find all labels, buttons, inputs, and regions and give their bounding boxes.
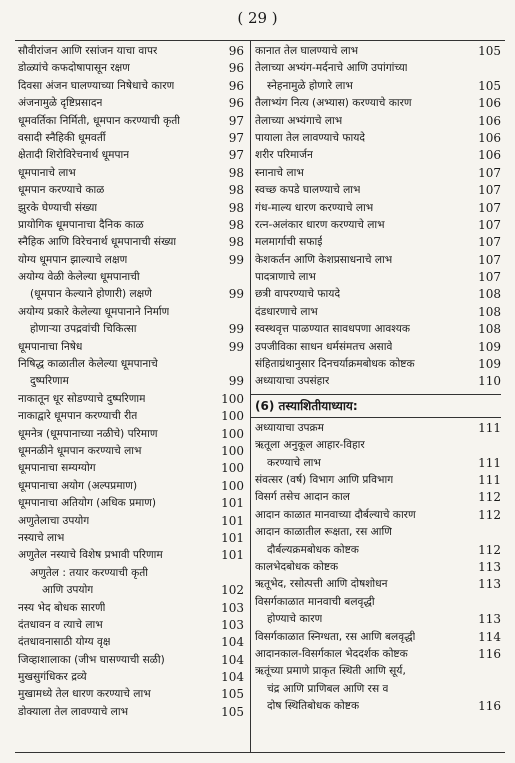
- index-entry: [18, 530, 244, 547]
- index-entry: [18, 269, 244, 286]
- index-entry: [18, 582, 244, 599]
- entry-title: उपजीविका साधन धर्मसंमतच असावे: [255, 340, 393, 353]
- entry-page-number: 107: [478, 252, 501, 267]
- entry-page-number: 109: [478, 339, 501, 354]
- entry-title: अध्यायाचा उपसंहार: [255, 375, 330, 388]
- entry-title: पादत्राणाचे लाभ: [255, 271, 316, 284]
- entry-title: आणि उपयोग: [42, 584, 94, 597]
- entry-title: अध्यायाचा उपक्रम: [255, 421, 324, 434]
- index-entry: [18, 478, 244, 495]
- index-entry: [255, 542, 501, 559]
- entry-title: धूमवर्तिका निर्मिती, धूमपान करण्याची कृती: [18, 114, 180, 127]
- index-entry: [18, 634, 244, 651]
- entry-page-number: 96: [228, 44, 244, 58]
- index-entry: [18, 234, 244, 251]
- entry-title: पायाला तेल लावण्याचे फायदे: [255, 131, 366, 144]
- entry-page-number: 97: [228, 113, 244, 128]
- entry-title: (धूमपान केल्याने होणारी) लक्षणे: [30, 288, 152, 301]
- index-entry: [255, 234, 501, 251]
- section-entries: [255, 420, 501, 716]
- index-entry: [255, 60, 501, 77]
- index-entry: [255, 95, 501, 112]
- entry-title: गंध-माल्य धारण करण्याचे लाभ: [255, 201, 374, 214]
- index-entry: [255, 698, 501, 715]
- index-entry: [255, 663, 501, 680]
- entry-title: धूमपान करण्याचे काळ: [18, 184, 105, 197]
- index-entry: [18, 547, 244, 564]
- index-entry: [255, 304, 501, 321]
- entry-title: सौवीरांजन आणि रसांजन याचा वापर: [18, 45, 158, 57]
- entry-page-number: 112: [478, 542, 501, 557]
- entry-title: धूमनळीने धूमपान करण्याचे लाभ: [18, 444, 142, 457]
- index-entry: [18, 113, 244, 130]
- entry-title: ऋतूला अनुकूल आहार-विहार: [255, 439, 365, 452]
- entry-page-number: 97: [228, 148, 244, 163]
- entry-page-number: 104: [221, 652, 244, 667]
- index-entry: [18, 200, 244, 217]
- entry-page-number: 101: [221, 530, 244, 545]
- index-entry: [18, 704, 244, 721]
- index-entry: [18, 426, 244, 443]
- index-entry: [18, 669, 244, 686]
- entry-title: आदान काळातील रूक्षता, रस आणि: [255, 526, 392, 539]
- entry-title: नाकाद्वारे धूमपान करण्याची रीत: [18, 410, 138, 423]
- left-column: [18, 43, 244, 721]
- entry-page-number: 109: [478, 357, 501, 372]
- index-entry: [18, 95, 244, 112]
- entry-page-number: 111: [478, 420, 501, 435]
- index-entry: [255, 200, 501, 217]
- index-entry: [255, 339, 501, 356]
- entry-page-number: 106: [478, 96, 501, 111]
- entry-page-number: 100: [221, 391, 244, 406]
- index-entry: [18, 165, 244, 182]
- entry-page-number: 116: [478, 699, 501, 714]
- index-entry: [255, 356, 501, 373]
- entry-title: विसर्गकाळात स्निग्धता, रस आणि बलवृद्धी: [255, 630, 416, 643]
- entry-title: दंडधारणाचे लाभ: [255, 305, 318, 318]
- entry-title: आदानकाल-विसर्गकाल भेददर्शक कोष्टक: [255, 647, 408, 660]
- entry-page-number: 98: [228, 217, 244, 232]
- index-entry: [18, 373, 244, 390]
- index-entry: [255, 113, 501, 130]
- index-entry: [255, 524, 501, 541]
- index-entry: [18, 286, 244, 303]
- entry-page-number: 113: [478, 559, 501, 574]
- entry-page-number: 107: [478, 183, 501, 198]
- index-entry: [18, 408, 244, 425]
- right-column: [255, 43, 501, 715]
- index-entry: [18, 130, 244, 147]
- entry-title: दौर्बल्यक्रमबोधक कोष्टक: [267, 543, 359, 556]
- entry-page-number: 106: [478, 113, 501, 128]
- entry-page-number: 100: [221, 426, 244, 441]
- entry-title: संवत्सर (वर्ष) विभाग आणि प्रविभाग: [255, 473, 394, 486]
- index-entry: [255, 507, 501, 524]
- entry-title: धूमपानाचा अतियोग (अधिक प्रमाण): [18, 497, 157, 510]
- entry-page-number: 113: [478, 612, 501, 627]
- entry-title: वसादी स्नैहिकी धूमवर्ती: [18, 131, 106, 144]
- index-entry: [18, 686, 244, 703]
- index-entry: [18, 60, 244, 77]
- entry-title: करण्याचे लाभ: [267, 456, 321, 469]
- entry-title: योग्य धूमपान झाल्याचे लक्षण: [18, 253, 128, 266]
- entry-title: केशकर्तन आणि केशप्रसाधनाचे लाभ: [255, 253, 393, 266]
- index-entry: [255, 646, 501, 663]
- entry-title: शरीर परिमार्जन: [255, 149, 313, 162]
- entry-page-number: 96: [228, 78, 244, 93]
- entry-title: निषिद्ध काळातील केलेल्या धूमपानाचे: [18, 358, 158, 371]
- index-entry: [255, 437, 501, 454]
- index-entry: [255, 489, 501, 506]
- entry-page-number: 99: [228, 287, 244, 302]
- entry-title: दोष स्थितिबोधक कोष्टक: [267, 700, 360, 713]
- entry-title: छत्री वापरण्याचे फायदे: [255, 288, 341, 301]
- index-entry: [18, 182, 244, 199]
- entry-title: मलमार्गाची सफाई: [255, 236, 323, 249]
- entry-page-number: 111: [478, 455, 501, 470]
- entry-title: डोक्याला तेल लावण्याचे लाभ: [18, 705, 129, 718]
- right-entries: [255, 43, 501, 391]
- entry-title: धूमपानाचा सम्यग्योग: [18, 462, 96, 475]
- index-entry: [18, 304, 244, 321]
- entry-page-number: 99: [228, 322, 244, 337]
- entry-title: स्वस्थवृत्त पाळण्यात सावधपणा आवश्यक: [255, 323, 411, 336]
- entry-page-number: 98: [228, 183, 244, 198]
- entry-title: धूमपानाचा निषेध: [18, 340, 83, 353]
- index-entry: [255, 576, 501, 593]
- entry-title: होण्याचे कारण: [267, 613, 323, 626]
- entry-title: स्नैहिक आणि विरेचनार्थ धूमपानाची संख्या: [18, 236, 177, 249]
- entry-title: विसर्गकाळात मानवाची बलवृद्धी: [255, 595, 375, 608]
- entry-page-number: 108: [478, 304, 501, 319]
- entry-page-number: 107: [478, 235, 501, 250]
- entry-title: स्नानाचे लाभ: [255, 166, 304, 179]
- entry-page-number: 116: [478, 646, 501, 661]
- entry-page-number: 112: [478, 490, 501, 505]
- index-entry: [255, 373, 501, 390]
- index-entry: [18, 147, 244, 164]
- entry-page-number: 100: [221, 443, 244, 458]
- entry-title: आदान काळात मानवाच्या दौर्बल्याचे कारण: [255, 508, 416, 521]
- index-entry: [255, 147, 501, 164]
- entry-title: जिव्हाशालाका (जीभ घासण्याची सळी): [18, 653, 165, 666]
- index-entry: [255, 182, 501, 199]
- entry-title: धूमपानाचा अयोग (अल्पप्रमाण): [18, 479, 138, 492]
- index-entry: [255, 420, 501, 437]
- entry-page-number: 103: [221, 617, 244, 632]
- entry-page-number: 110: [478, 374, 501, 389]
- entry-title: विसर्ग तसेच आदान काल: [255, 491, 350, 504]
- index-entry: [18, 321, 244, 338]
- entry-page-number: 100: [221, 409, 244, 424]
- entry-page-number: 96: [228, 61, 244, 76]
- entry-page-number: 101: [221, 496, 244, 511]
- entry-title: तेलाच्या अभ्यंग-मर्दनाचे आणि उपांगांच्या: [255, 62, 408, 75]
- entry-title: होणाऱ्या उपद्रवांची चिकित्सा: [30, 323, 137, 336]
- index-entry: [18, 600, 244, 617]
- entry-title: दंतधावन व त्याचे लाभ: [18, 618, 103, 631]
- entry-page-number: 102: [221, 583, 244, 598]
- index-entry: [255, 130, 501, 147]
- index-entry: [255, 629, 501, 646]
- entry-title: अयोग्य वेळी केलेल्या धूमपानाची: [18, 271, 140, 284]
- entry-page-number: 107: [478, 200, 501, 215]
- entry-title: चंद्र आणि प्राणिबल आणि रस व: [267, 682, 389, 695]
- entry-page-number: 97: [228, 130, 244, 145]
- entry-title: दिवसा अंजन घालण्याच्या निषेधाचे कारण: [18, 79, 175, 92]
- index-entry: [255, 252, 501, 269]
- entry-title: अंजनामुळे दृष्टिप्रसादन: [18, 97, 103, 110]
- entry-page-number: 106: [478, 148, 501, 163]
- index-entry: [18, 78, 244, 95]
- section-heading: (6) तस्याशितीयाध्याय:: [250, 394, 501, 418]
- index-entry: [255, 217, 501, 234]
- entry-title: धूमनेत्र (धूमपानाच्या नळीचे) परिमाण: [18, 427, 158, 440]
- entry-page-number: 105: [221, 704, 244, 719]
- entry-title: अयोग्य प्रकारे केलेल्या धूमपानाने निर्माण: [18, 305, 170, 318]
- entry-page-number: 107: [478, 217, 501, 232]
- entry-page-number: 98: [228, 235, 244, 250]
- index-entry: [255, 455, 501, 472]
- entry-page-number: 101: [221, 513, 244, 528]
- index-entry: [255, 611, 501, 628]
- entry-title: अणुतेल : तयार करण्याची कृती: [30, 566, 149, 579]
- index-entry: [255, 78, 501, 95]
- entry-title: ऋतूभेद, रसोत्पत्ती आणि दोषशोधन: [255, 578, 388, 591]
- entry-title: नस्याचे लाभ: [18, 531, 65, 544]
- index-entry: [18, 356, 244, 373]
- index-entry: [255, 269, 501, 286]
- index-entry: [255, 594, 501, 611]
- entry-page-number: 98: [228, 165, 244, 180]
- index-entry: [255, 681, 501, 698]
- entry-page-number: 103: [221, 600, 244, 615]
- index-entry: [255, 43, 501, 60]
- entry-title: अणुतेल नस्याचे विशेष प्रभावी परिणाम: [18, 549, 163, 562]
- entry-title: झुरके घेण्याची संख्या: [18, 201, 98, 214]
- index-entry: [255, 321, 501, 338]
- entry-title: ऋतूंच्या प्रमाणे प्राकृत स्थिती आणि सूर्य,: [255, 665, 406, 678]
- index-entry: [18, 652, 244, 669]
- index-entry: [18, 513, 244, 530]
- entry-page-number: 105: [221, 687, 244, 702]
- entry-title: कालभेदबोधक कोष्टक: [255, 560, 339, 573]
- entry-page-number: 114: [478, 629, 501, 644]
- top-rule: [15, 40, 505, 41]
- entry-title: डोळ्यांचे कफदोषापासून रक्षण: [18, 62, 130, 75]
- index-entry: [18, 443, 244, 460]
- entry-title: मुखामध्ये तेल धारण करण्याचे लाभ: [18, 688, 151, 701]
- entry-title: तैलाभ्यंग नित्य (अभ्यास) करण्याचे कारण: [255, 97, 412, 110]
- entry-title: धूमपानाचे लाभ: [18, 166, 76, 179]
- index-entry: [18, 617, 244, 634]
- entry-page-number: 111: [478, 472, 501, 487]
- entry-page-number: 105: [478, 78, 501, 93]
- entry-title: दंतधावनासाठी योग्य वृक्ष: [18, 636, 111, 649]
- entry-page-number: 108: [478, 287, 501, 302]
- entry-page-number: 96: [228, 96, 244, 111]
- entry-page-number: 98: [228, 200, 244, 215]
- entry-title: कानात तेल घालण्याचे लाभ: [255, 45, 359, 57]
- entry-page-number: 99: [228, 374, 244, 389]
- entry-title: स्वच्छ कपडे घालण्याचे लाभ: [255, 184, 361, 197]
- entry-page-number: 105: [478, 44, 501, 58]
- entry-title: प्रायोगिक धूमपानाचा दैनिक काळ: [18, 218, 144, 231]
- entry-title: मुखसुगंधिकर द्रव्ये: [18, 671, 87, 684]
- entry-page-number: 112: [478, 507, 501, 522]
- page-number: ( 29 ): [237, 9, 278, 27]
- entry-page-number: 108: [478, 322, 501, 337]
- entry-title: दुष्परिणाम: [30, 375, 69, 388]
- entry-page-number: 100: [221, 478, 244, 493]
- index-entry: [18, 565, 244, 582]
- entry-page-number: 104: [221, 670, 244, 685]
- entry-page-number: 107: [478, 270, 501, 285]
- entry-page-number: 101: [221, 548, 244, 563]
- entry-title: स्नेहनामुळे होणारे लाभ: [267, 79, 353, 92]
- entry-title: नस्य भेद बोधक सारणी: [18, 601, 106, 614]
- entry-title: अणुतेलाचा उपयोग: [18, 514, 90, 527]
- entry-title: तेलाच्या अभ्यंगाचे लाभ: [255, 114, 343, 127]
- index-entry: [18, 495, 244, 512]
- entry-page-number: 104: [221, 635, 244, 650]
- bottom-rule: [15, 752, 505, 753]
- index-entry: [18, 43, 244, 60]
- entry-page-number: 99: [228, 339, 244, 354]
- entry-title: नाकातून धूर सोडण्याचे दुष्परिणाम: [18, 392, 146, 405]
- index-entry: [255, 472, 501, 489]
- index-entry: [18, 339, 244, 356]
- index-entry: [255, 559, 501, 576]
- index-entry: [18, 391, 244, 408]
- entry-title: संहिताग्रंथानुसार दिनचर्याक्रमबोधक कोष्टक: [255, 358, 415, 371]
- index-entry: [18, 217, 244, 234]
- entry-page-number: 113: [478, 577, 501, 592]
- index-entry: [18, 460, 244, 477]
- index-entry: [255, 165, 501, 182]
- entry-page-number: 100: [221, 461, 244, 476]
- entry-page-number: 107: [478, 165, 501, 180]
- index-entry: [18, 252, 244, 269]
- entry-title: रत्न-अलंकार धारण करण्याचे लाभ: [255, 218, 385, 231]
- entry-title: क्षेतादी शिरोविरेचनार्थ धूमपान: [18, 149, 130, 162]
- index-entry: [255, 286, 501, 303]
- entry-page-number: 99: [228, 252, 244, 267]
- entry-page-number: 106: [478, 130, 501, 145]
